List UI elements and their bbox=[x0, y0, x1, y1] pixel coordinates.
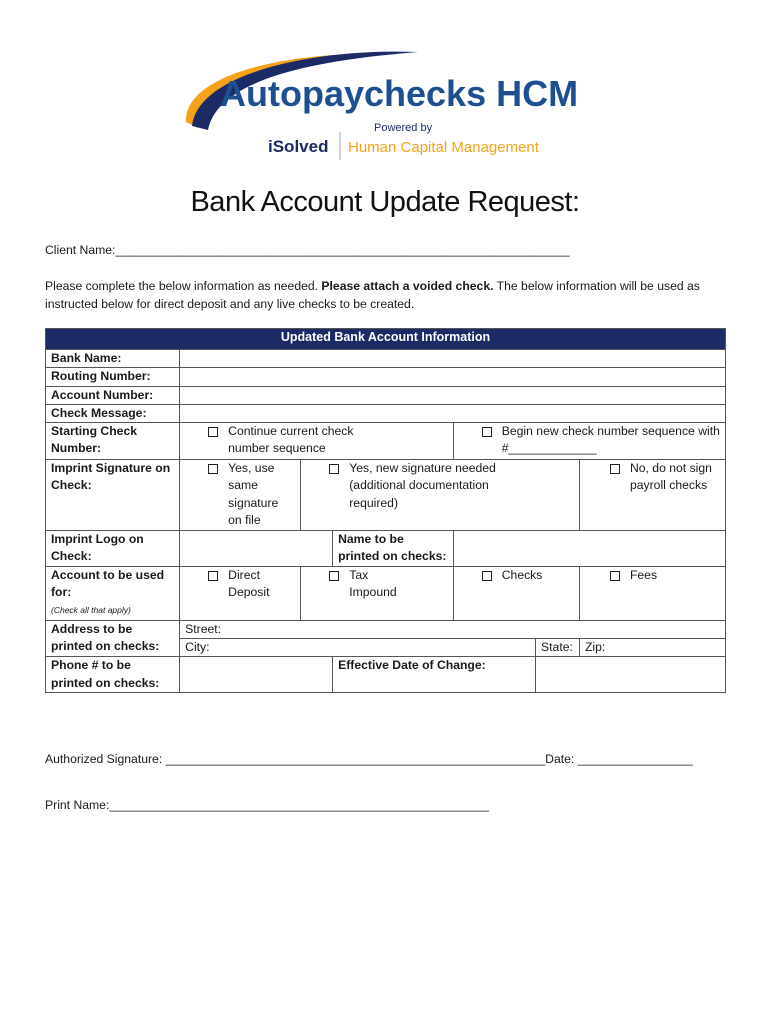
account-label: Account Number: bbox=[46, 386, 180, 404]
checkbox-checks[interactable] bbox=[482, 571, 492, 581]
yes-new-option[interactable]: Yes, new signature needed (additional documentation required) bbox=[301, 460, 580, 531]
street-field[interactable]: Street: bbox=[180, 620, 726, 638]
form-title: Bank Account Update Request: bbox=[190, 186, 580, 218]
effective-date-label: Effective Date of Change: bbox=[333, 657, 536, 693]
imprint-logo-label: Imprint Logo on Check: bbox=[46, 531, 180, 567]
check-message-label: Check Message: bbox=[46, 404, 180, 422]
checks-option[interactable]: Checks bbox=[453, 566, 579, 620]
authorized-signature-line[interactable]: Authorized Signature: ________________________________________________________Date: _________________ bbox=[45, 752, 693, 766]
logo-brand-text: Autopaychecks HCM bbox=[220, 73, 579, 114]
zip-field[interactable]: Zip: bbox=[579, 638, 725, 656]
table-header: Updated Bank Account Information bbox=[46, 329, 726, 350]
state-field[interactable]: State: bbox=[536, 638, 580, 656]
account-field[interactable] bbox=[180, 386, 726, 404]
checkbox-no-sign[interactable] bbox=[610, 464, 620, 474]
bank-name-field[interactable] bbox=[180, 350, 726, 368]
print-name-line[interactable]: Print Name:________________________________________________________ bbox=[45, 798, 489, 812]
checkbox-continue[interactable] bbox=[208, 427, 218, 437]
direct-deposit-option[interactable]: Direct Deposit bbox=[180, 566, 301, 620]
city-field[interactable]: City: bbox=[180, 638, 536, 656]
address-printed-label: Address to be printed on checks: bbox=[46, 620, 180, 657]
bank-info-table bbox=[45, 328, 726, 693]
continue-option[interactable]: Continue current check number sequence bbox=[180, 423, 454, 460]
imprint-signature-label: Imprint Signature on Check: bbox=[46, 460, 180, 531]
logo-tagline: Human Capital Management bbox=[348, 139, 539, 156]
routing-field[interactable] bbox=[180, 368, 726, 386]
no-sign-option[interactable]: No, do not sign payroll checks bbox=[579, 460, 725, 531]
checkbox-yes-same[interactable] bbox=[208, 464, 218, 474]
phone-printed-label: Phone # to be printed on checks: bbox=[46, 657, 180, 693]
bank-name-label: Bank Name: bbox=[46, 350, 180, 368]
starting-check-label: Starting Check Number: bbox=[46, 423, 180, 460]
company-logo bbox=[168, 44, 608, 168]
yes-same-option[interactable]: Yes, use same signature on file bbox=[180, 460, 301, 531]
checkbox-yes-new[interactable] bbox=[329, 464, 339, 474]
name-printed-field[interactable] bbox=[453, 531, 725, 567]
checkbox-begin-new[interactable] bbox=[482, 427, 492, 437]
name-printed-label: Name to be printed on checks: bbox=[333, 531, 454, 567]
effective-date-field[interactable] bbox=[536, 657, 726, 693]
routing-label: Routing Number: bbox=[46, 368, 180, 386]
imprint-logo-field[interactable] bbox=[180, 531, 333, 567]
account-used-label: Account to be used for: (Check all that apply) bbox=[46, 566, 180, 620]
checkbox-tax-impound[interactable] bbox=[329, 571, 339, 581]
logo-powered-by: Powered by bbox=[374, 122, 433, 134]
client-name-line[interactable]: Client Name:___________________________________________________________________ bbox=[45, 243, 570, 257]
check-message-field[interactable] bbox=[180, 404, 726, 422]
instructions: Please complete the below information as needed. Please attach a voided check. The below information will be used as instructed below for direct deposit and any live checks to be created. bbox=[45, 279, 700, 311]
phone-field[interactable] bbox=[180, 657, 333, 693]
logo-isolved: iSolved bbox=[268, 137, 329, 156]
begin-new-option[interactable]: Begin new check number sequence with #_____________ bbox=[453, 423, 725, 460]
tax-impound-option[interactable]: Tax Impound bbox=[301, 566, 454, 620]
checkbox-fees[interactable] bbox=[610, 571, 620, 581]
fees-option[interactable]: Fees bbox=[579, 566, 725, 620]
checkbox-direct-deposit[interactable] bbox=[208, 571, 218, 581]
